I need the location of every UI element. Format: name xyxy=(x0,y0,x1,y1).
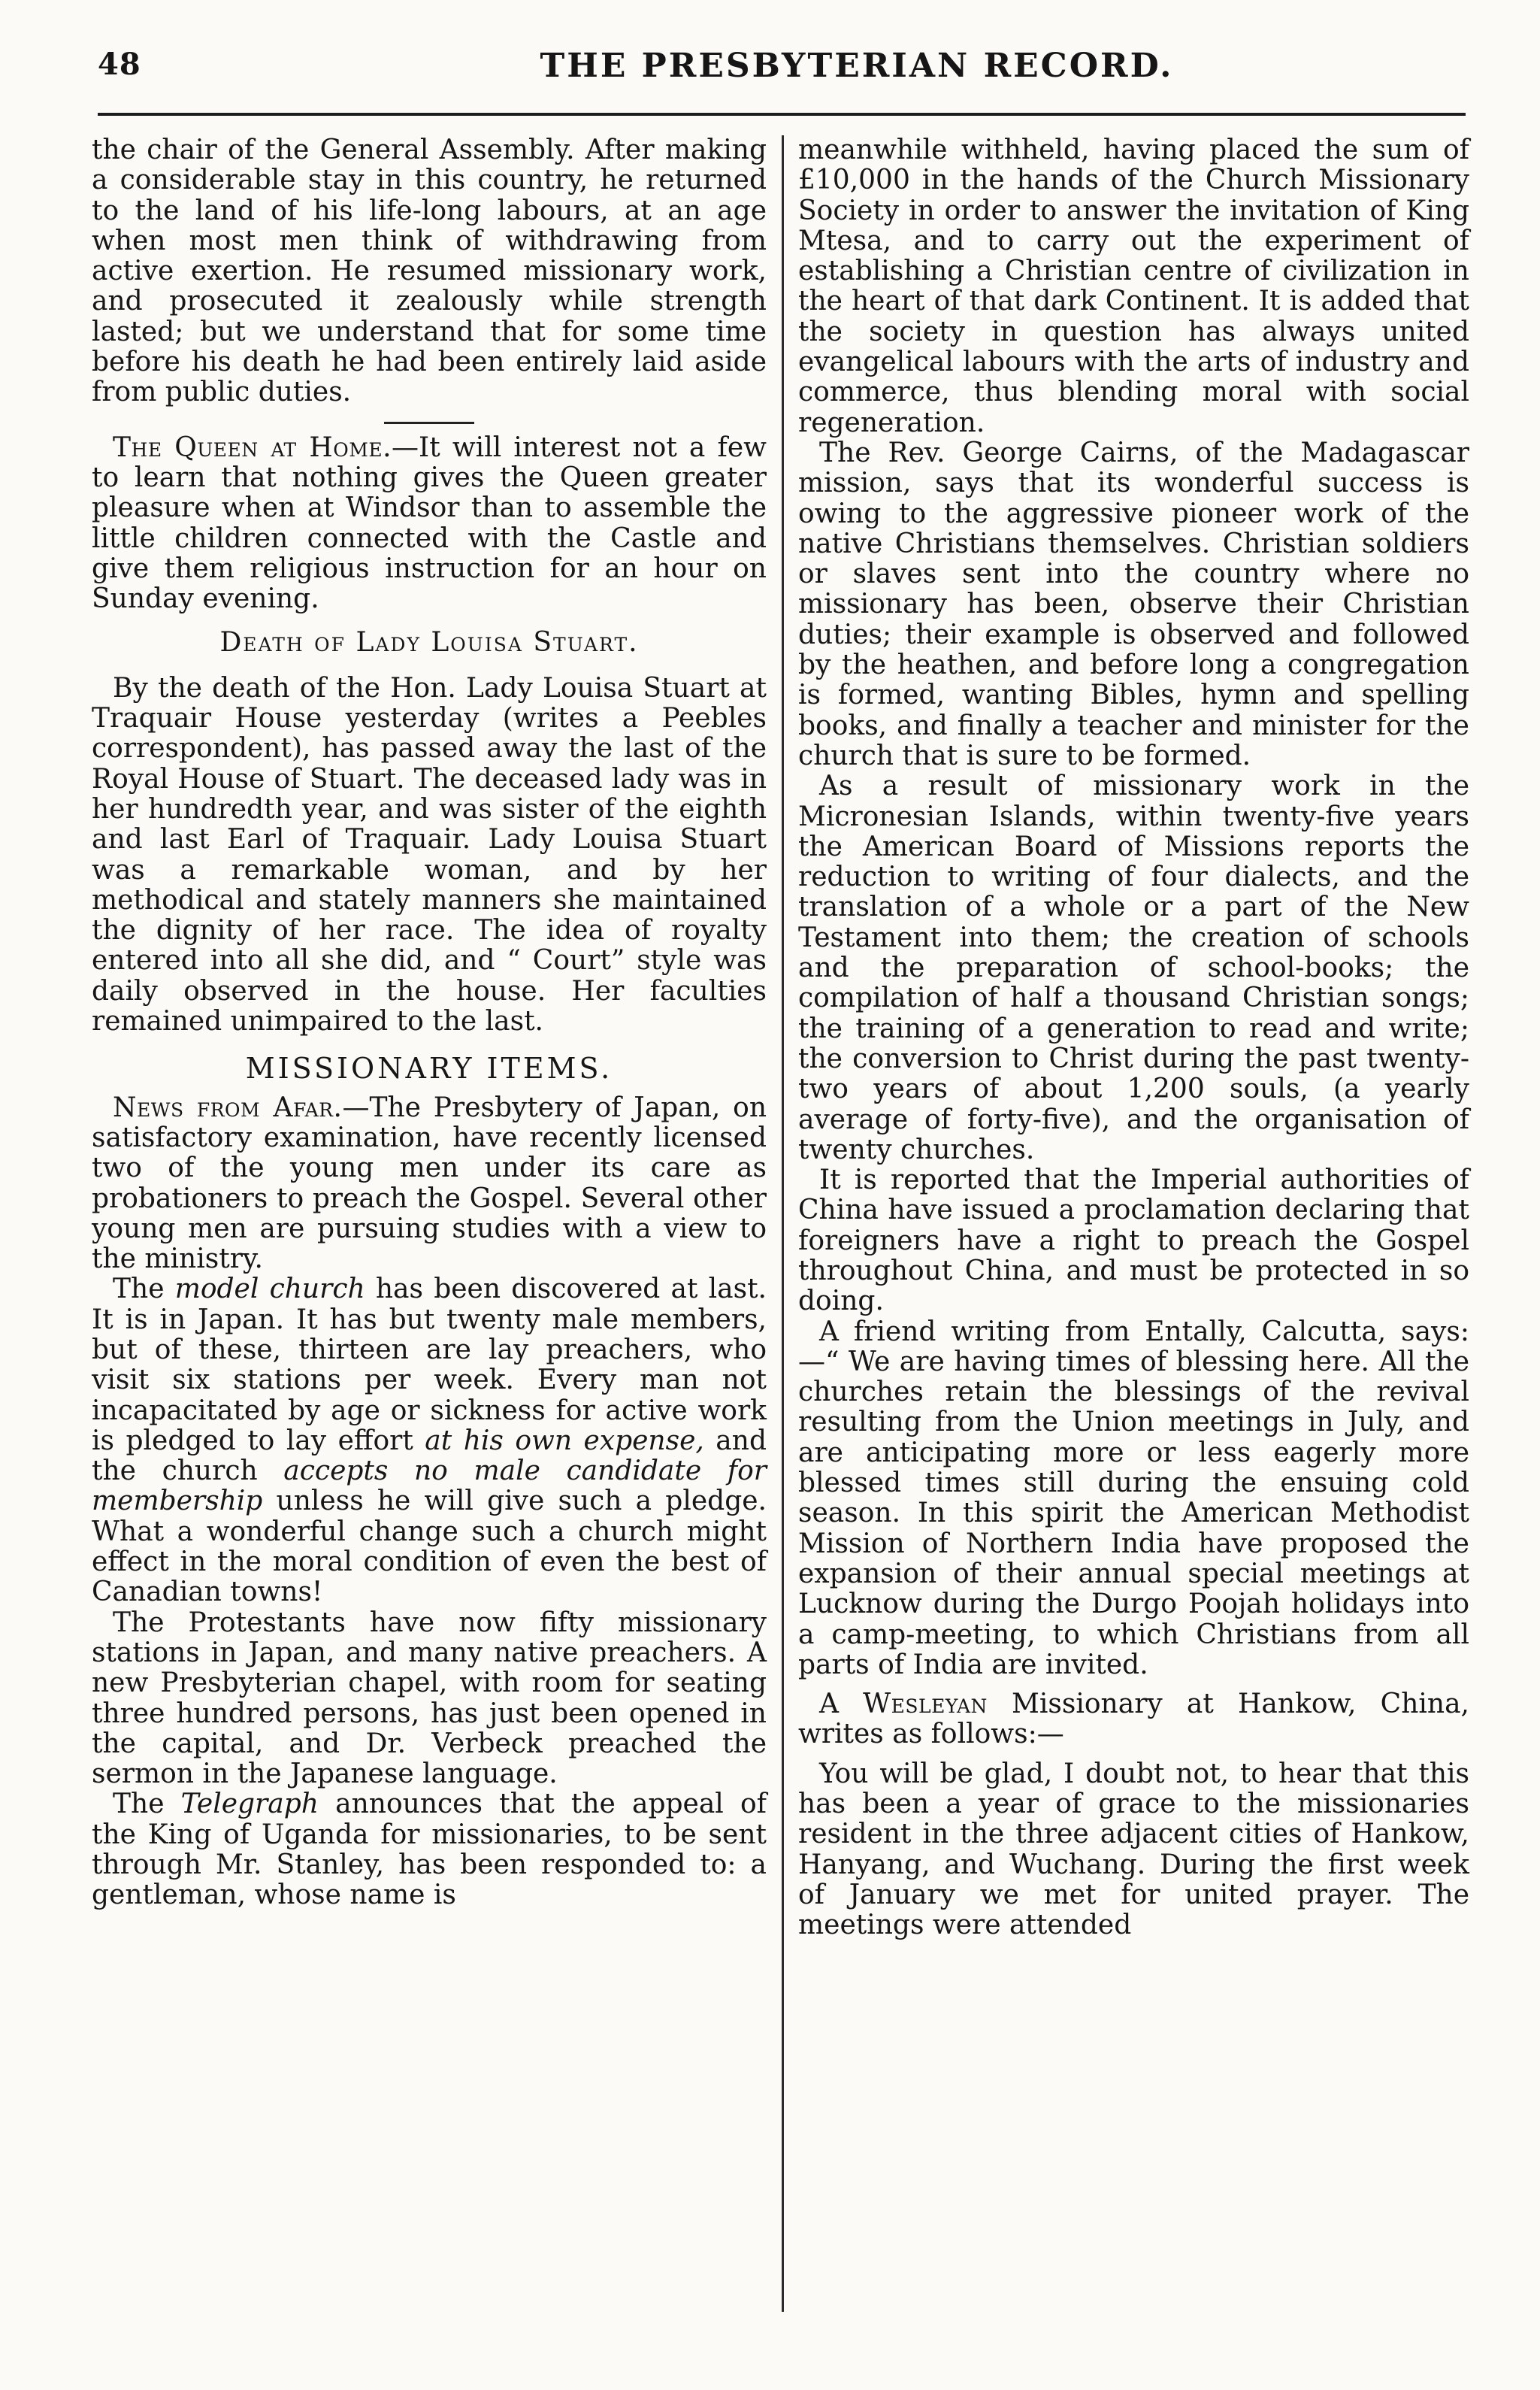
column-divider xyxy=(782,135,784,2312)
paragraph-uganda-continued: meanwhile withheld, having placed the sum of £10,000 in the hands of the Church Missionary Society in order to answer the invitation of King Mtesa, and to carry out the experiment of establishing a Christian centre of civilization in the heart of that dark Continent. It is added that the society in question has always united evangelical labours with the arts of industry and commerce, thus blending moral with social regeneration. xyxy=(798,135,1469,438)
paragraph-wesleyan xyxy=(798,1689,1469,1750)
news-text: —The Presbytery of Japan, on satisfactory examination, have recently licensed two of the young men under its care as probationers to preach the Gospel. Several other young men are pursuing studies with a view to the ministry. xyxy=(92,1092,767,1275)
paragraph-madagascar: The Rev. George Cairns, of the Madagascar mission, says that its wonderful success is owing to the aggressive pioneer work of the native Christians themselves. Christian soldiers or slaves sent into the country where no missionary has been, observe their Christian duties; their example is observed and followed by the heathen, and before long a congregation is formed, wanting Bibles, hymn and spelling books, and finally a teacher and minister for the church that is sure to be formed. xyxy=(798,437,1469,771)
model-pre: The xyxy=(113,1274,175,1305)
right-column xyxy=(798,135,1469,2319)
paragraph-protestants: The Protestants have now fifty missionary stations in Japan, and many native preachers. A new Presbyterian chapel, with room for seating three hundred persons, has just been opened in the capital, and Dr. Verbeck preached the sermon in the Japanese language. xyxy=(92,1607,767,1790)
paragraph-calcutta: A friend writing from Entally, Calcutta, says:—“ We are having times of blessing here. All the churches retain the blessings of the revival resulting from the Union meetings in July, and are anticipating more or less eagerly more blessed times still during the ensuing cold season. In this spirit the American Methodist Mission of Northern India have proposed the expansion of their annual special meetings at Lucknow during the Durgo Poojah holidays into a camp-meeting, to which Christians from all parts of India are invited. xyxy=(798,1316,1469,1680)
telegraph-pre: The xyxy=(113,1789,181,1820)
wesleyan-pre: A xyxy=(819,1689,864,1720)
header-rule xyxy=(98,113,1466,116)
telegraph-italic: Telegraph xyxy=(180,1789,319,1820)
paragraph-assembly: the chair of the General Assembly. After making a considerable stay in this country, he returned to the land of his life-long labours, at an age when most men think of withdrawing from active exertion. He resumed missionary work, and prosecuted it zealously while strength lasted; but we understand that for some time before his death he had been entirely laid aside from public duties. xyxy=(92,135,767,408)
section-divider xyxy=(384,422,474,424)
paragraph-hankow-letter: You will be glad, I doubt not, to hear that this has been a year of grace to the missionaries resident in the three adjacent cities of Hankow, Hanyang, and Wuchang. During the first week of January we met for united prayer. The meetings were attended xyxy=(798,1758,1469,1941)
paragraph-micronesia: As a result of missionary work in the Micronesian Islands, within twenty-five years the American Board of Missions reports the reduction to writing of four dialects, and the translation of a whole or a part of the New Testament into them; the creation of schools and the preparation of school-books; the compilation of half a thousand Christian songs; the training of a generation to read and write; the conversion to Christ during the past twenty-two years of about 1,200 souls, (a yearly average of forty-five), and the organisation of twenty churches. xyxy=(798,771,1469,1165)
queen-text: —It will interest not a few to learn that nothing gives the Queen greater pleasure when at Windsor than to assemble the little children connected with the Castle and give them religious instruction for an hour on Sunday evening. xyxy=(92,432,767,615)
model-italic-2: at his own expense, xyxy=(425,1425,704,1456)
model-text-1: has been discovered at last. It is in Japan. It has but twenty male members, but of these, thirteen are lay preachers, who visit six stations per week. Every man not incapacitated by age or sickness for active work is pledged to lay effort xyxy=(92,1274,767,1456)
running-title: THE PRESBYTERIAN RECORD. xyxy=(540,47,1174,85)
model-italic-3: accepts no male candidate for membership xyxy=(92,1456,767,1517)
model-text-2: and the church xyxy=(92,1425,767,1487)
wesleyan-sc: Wesleyan xyxy=(863,1689,988,1720)
missionary-items-title: MISSIONARY ITEMS. xyxy=(245,1052,613,1086)
telegraph-text: announces that the appeal of the King of Uganda for missionaries, to be sent through Mr. Stanley, has been responded to: a gentleman, whose name is xyxy=(92,1789,767,1911)
page-header xyxy=(98,47,1466,99)
paragraph-queen xyxy=(92,433,767,615)
paragraph-news xyxy=(92,1093,767,1275)
paragraph-lady-stuart: By the death of the Hon. Lady Louisa Stuart at Traquair House yesterday (writes a Peebles correspondent), has passed away the last of the Royal House of Stuart. The deceased lady was in her hundredth year, and was sister of the eighth and last Earl of Traquair. Lady Louisa Stuart was a remarkable woman, and by her methodical and stately manners she maintained the dignity of her race. The idea of royalty entered into all she did, and “ Court” style was daily observed in the house. Her faculties remained unimpaired to the last. xyxy=(92,672,767,1037)
paragraph-model-church xyxy=(92,1274,767,1607)
page-number: 48 xyxy=(98,47,141,82)
news-heading: News from Afar. xyxy=(113,1092,343,1123)
model-text-3: unless he will give such a pledge. What a wonderful change such a church might effect in the moral condition of even the best of Canadian towns! xyxy=(92,1486,767,1608)
paragraph-telegraph xyxy=(92,1789,767,1910)
wesleyan-text: Missionary at Hankow, China, writes as follows:— xyxy=(798,1689,1469,1750)
paragraph-china: It is reported that the Imperial authorities of China have issued a proclamation declaring that foreigners have a right to preach the Gospel throughout China, and must be protected in so doing. xyxy=(798,1165,1469,1317)
death-heading: Death of Lady Louisa Stuart. xyxy=(219,627,639,659)
model-church-italic: model church xyxy=(174,1274,365,1305)
left-column xyxy=(92,135,767,2319)
queen-heading: The Queen at Home. xyxy=(113,432,392,463)
